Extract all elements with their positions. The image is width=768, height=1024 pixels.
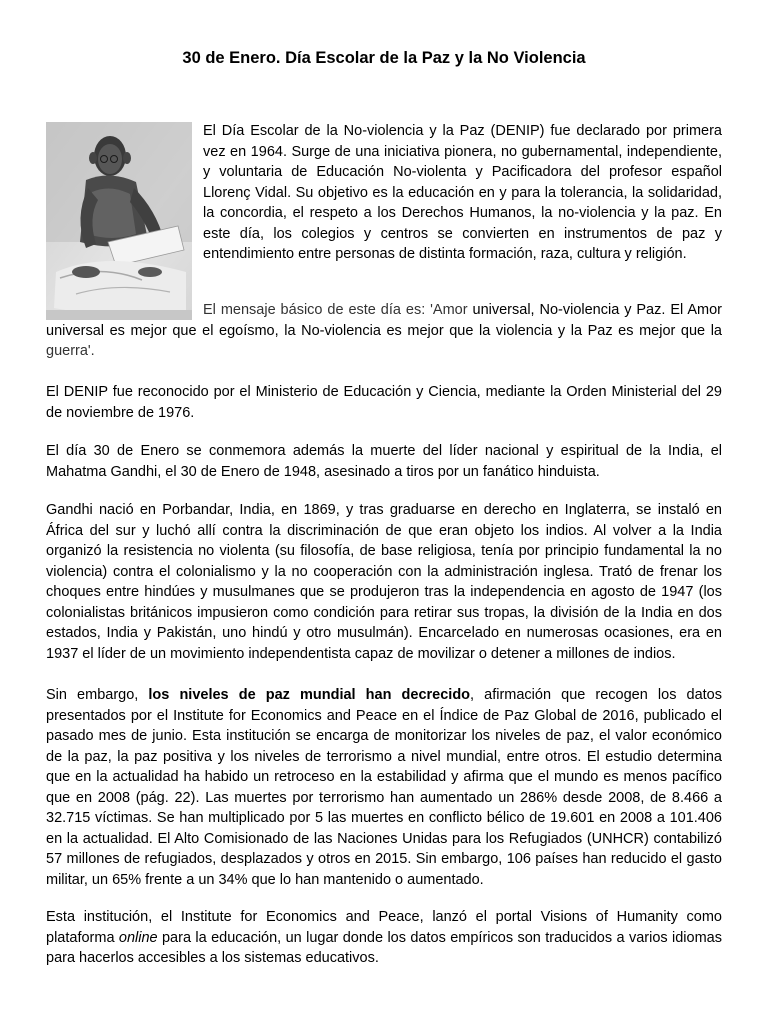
gandhi-photo (46, 122, 192, 320)
message-text-part2: universal, No-violencia y Paz. El Amor universal es mejor que el egoísmo, la No-violencia es mejor que la violencia y la Paz es mejor que la (46, 302, 723, 339)
message-paragraph (46, 300, 722, 362)
portal-paragraph (46, 907, 722, 969)
message-text-part1: El mensaje básico de este día es: 'Amor (203, 302, 468, 318)
portal-body: para la educación, un lugar donde los datos empíricos son traducidos a varios idiomas para hacerlos accesibles a los sistemas educativos. (46, 929, 722, 966)
portal-lead: Esta institución, el Institute for Economics and Peace, lanzó el portal Visions of Humanity como plataforma (46, 909, 722, 946)
peace-index-lead: Sin embargo, (46, 687, 149, 703)
portal-online-word: online (118, 929, 158, 946)
peace-index-body: , afirmación que recogen los datos presentados por el Institute for Economics and Peace en el Índice de Paz Global de 2016, publicado el pasado mes de junio. Esta institución se encarga de monitorizar los niveles de paz, el valor económico de la paz, la paz positiva y los niveles de terrorismo a nivel mundial, entre otros. El estudio determina que en la actualidad ha habido un retroceso en la estabilidad y afirma que el mundo es menos pacífico que en 2008 (pág. 22). Las muertes por terrorismo han aumentado un 286% desde 2008, de 8.466 a 32.715 víctimas. Se han multiplicado por 5 las muertes en conflicto bélico de 19.601 en 2008 a 101.406 en la actualidad. El Alto Comisionado de las Naciones Unidas para los Refugiados (UNHCR) contabilizó 57 millones de refugiados, desplazados y otros en 2015. Sin embargo, 106 países han reducido el gasto militar, un 65% frente a un 34% que lo han mantenido o aumentado. (46, 687, 722, 888)
gandhi-biography-paragraph: Gandhi nació en Porbandar, India, en 1869, y tras graduarse en derecho en Inglaterra, se instaló en África del sur y luchó allí contra la discriminación de que eran objeto los indios. Al volver a la India organizó la resistencia no violenta (su filosofía, de base religiosa, tenía por principio fundamental la no violencia) contra el colonialismo y la no cooperación con la administración inglesa. Trató de frenar los choques entre hindúes y musulmanes que se produjeron tras la independencia en agosto de 1947 (los colonialistas británicos impusieron como condición para retirar sus tropas, la división de la India en dos estados, India y Pakistán, uno hindú y otro musulmán). Encarcelado en numerosas ocasiones, era en 1937 el líder de un movimiento independentista capaz de movilizar o detener a millones de indios. (46, 502, 722, 662)
message-text-part3: guerra'. (46, 343, 95, 359)
intro-paragraph: El Día Escolar de la No-violencia y la Paz (DENIP) fue declarado por primera vez en 1964. Surge de una iniciativa pionera, no gubernamental, independiente, y voluntaria de Educación No-violenta y Pacificadora del profesor español Llorenç Vidal. Su objetivo es la educación en y para la tolerancia, la solidaridad, la concordia, el respeto a los Derechos Humanos, la no-violencia y la paz. En este día, los colegios y centros se convierten en instrumentos de paz y entendimiento entre personas de distinta formación, raza, cultura y religión. (203, 123, 722, 262)
recognition-paragraph: El DENIP fue reconocido por el Ministerio de Educación y Ciencia, mediante la Orden Ministerial del 29 de noviembre de 1976. (46, 384, 722, 421)
peace-index-paragraph (46, 685, 722, 890)
document-title: 30 de Enero. Día Escolar de la Paz y la No Violencia (182, 49, 586, 67)
peace-index-emphasis: los niveles de paz mundial han decrecido (148, 687, 471, 703)
gandhi-death-paragraph: El día 30 de Enero se conmemora además la muerte del líder nacional y espiritual de la India, el Mahatma Gandhi, el 30 de Enero de 1948, asesinado a tiros por un fanático hinduista. (46, 443, 722, 480)
